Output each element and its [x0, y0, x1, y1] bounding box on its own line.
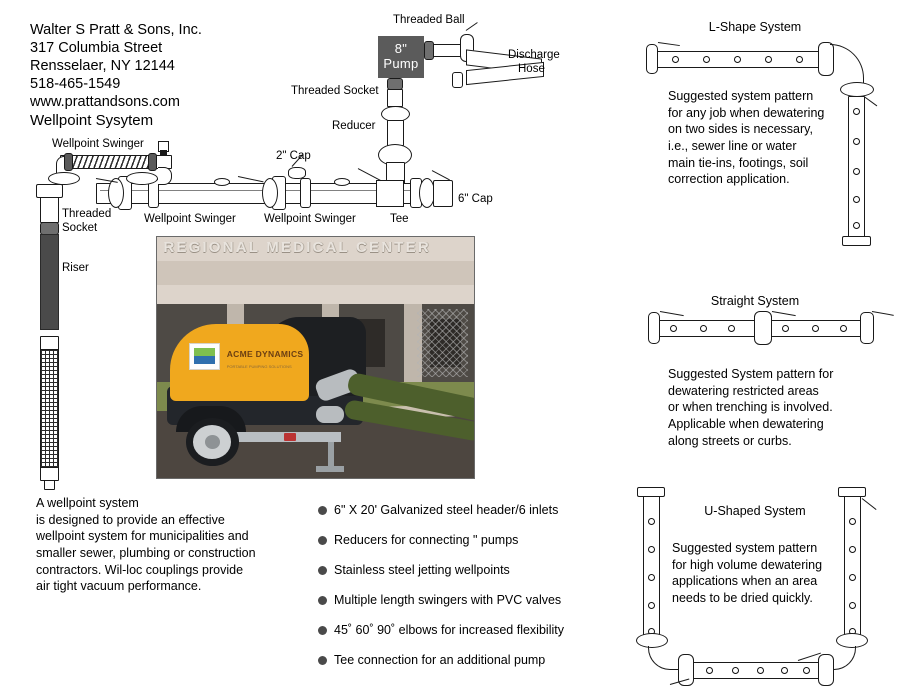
l-shape-inlet-h3 — [734, 56, 741, 63]
l-shape-inlet-h2 — [703, 56, 710, 63]
straight-inlet-3 — [728, 325, 735, 332]
straight-desc-line-0: Suggested System pattern for — [668, 367, 834, 381]
photo-jack-foot — [316, 466, 345, 472]
straight-leader-1 — [660, 311, 684, 316]
feature-list — [318, 503, 618, 683]
header-inlet-bump-1 — [214, 178, 230, 186]
pump-riser-pipe — [387, 89, 403, 107]
swinger-drop-coupling-right — [126, 172, 158, 185]
label-tee: Tee — [390, 213, 409, 225]
u-shape-inlet-b4 — [781, 667, 788, 674]
l-shape-title: L-Shape System — [708, 20, 802, 34]
l-shape-end-cap-bottom — [842, 236, 871, 246]
bullet-dot-icon — [318, 596, 327, 605]
l-shape-horizontal-header — [652, 51, 832, 68]
list-item — [318, 533, 618, 547]
straight-inlet-6 — [840, 325, 847, 332]
l-shape-desc-line-5: correction application. — [668, 172, 790, 187]
l-shape-inlet-v5 — [853, 222, 860, 229]
label-riser: Riser — [62, 262, 89, 274]
l-shape-inlet-v3 — [853, 168, 860, 175]
l-shape-desc-line-3: i.e., sewer line or water — [668, 138, 797, 153]
page-title: Wellpoint Sysytem — [30, 112, 154, 129]
u-shape-desc-line-1: for high volume dewatering — [672, 557, 823, 572]
label-wellpoint-swinger-mid: Wellpoint Swinger — [144, 213, 236, 225]
description-paragraph — [36, 495, 306, 595]
swinger-elbow-right — [158, 167, 172, 185]
site-photo — [156, 236, 475, 479]
photo-building-sign: REGIONAL MEDICAL CENTER — [163, 239, 431, 257]
straight-leader-3 — [872, 311, 894, 316]
photo-brand-subtext: PORTABLE PUMPING SOLUTIONS — [226, 363, 292, 369]
six-inch-cap — [433, 180, 453, 207]
ball-valve-leader — [466, 22, 478, 31]
u-shape-description — [672, 540, 822, 607]
straight-desc-line-1: dewatering restricted areas — [668, 383, 819, 398]
label-wellpoint-swinger-right: Wellpoint Swinger — [264, 213, 356, 225]
l-shape-elbow — [830, 44, 864, 86]
photo-building-band — [157, 261, 474, 285]
photo-brand-logo — [189, 343, 221, 370]
u-shape-inlet-r2 — [849, 546, 856, 553]
l-shape-inlet-h5 — [796, 56, 803, 63]
threaded-ball-coupling — [424, 41, 434, 60]
l-shape-elbow-coupling — [840, 82, 874, 97]
tee-fitting — [376, 180, 404, 207]
wellpoint-tip — [44, 480, 55, 490]
description-line-1: is designed to provide an effective — [36, 512, 225, 527]
straight-end-cap-right — [860, 312, 874, 344]
l-shape-inlet-v4 — [853, 196, 860, 203]
photo-fence — [417, 309, 468, 376]
u-shape-vertical-right — [844, 496, 861, 636]
straight-desc-line-4: along streets or curbs. — [668, 433, 792, 448]
bullet-dot-icon — [318, 566, 327, 575]
straight-mid-coupling — [754, 311, 772, 345]
label-threaded-ball: Threaded Ball — [393, 14, 465, 26]
riser-body — [40, 234, 59, 330]
u-shape-inlet-l4 — [648, 602, 655, 609]
riser-top-flange — [36, 184, 63, 198]
feature-text: Tee connection for an additional pump — [334, 653, 546, 667]
riser-upper-pipe — [40, 197, 59, 223]
l-shape-inlet-v1 — [853, 108, 860, 115]
label-threaded-socket-line2: Socket — [62, 222, 98, 234]
bullet-dot-icon — [318, 536, 327, 545]
u-shape-inlet-r4 — [849, 602, 856, 609]
reducer-stem — [387, 120, 404, 146]
header-coupling-4 — [300, 178, 311, 208]
l-shape-vertical-header — [848, 96, 865, 238]
label-threaded-socket-top: Threaded Socket — [291, 85, 379, 97]
l-shape-leader-vertical — [864, 96, 878, 106]
u-shape-inlet-b2 — [732, 667, 739, 674]
l-shape-desc-line-0: Suggested system pattern — [668, 89, 814, 103]
bullet-dot-icon — [318, 506, 327, 515]
description-line-0: A wellpoint system — [36, 496, 139, 510]
company-address-block — [30, 22, 202, 112]
company-phone: 518-465-1549 — [30, 75, 121, 92]
company-city-state-zip: Rensselaer, NY 12144 — [30, 57, 175, 74]
l-shape-leader-left — [658, 42, 680, 46]
u-shape-inlet-l1 — [648, 518, 655, 525]
u-shape-inlet-r1 — [849, 518, 856, 525]
straight-desc-line-2: or when trenching is involved. — [668, 400, 833, 415]
description-line-3: smaller sewer, plumbing or construction — [36, 545, 256, 560]
feature-text: 45˚ 60˚ 90˚ elbows for increased flexibility — [334, 623, 564, 637]
u-shape-inlet-b1 — [706, 667, 713, 674]
straight-inlet-2 — [700, 325, 707, 332]
label-discharge-hose-line2: Hose — [518, 63, 545, 75]
six-cap-leader — [432, 170, 450, 180]
l-shape-desc-line-1: for any job when dewatering — [668, 105, 825, 120]
two-inch-cap — [288, 167, 306, 179]
list-item — [318, 593, 618, 607]
label-reducer: Reducer — [332, 120, 376, 132]
swinger-right-leader — [238, 176, 264, 182]
l-shape-inlet-v2 — [853, 138, 860, 145]
straight-inlet-4 — [782, 325, 789, 332]
feature-text: Stainless steel jetting wellpoints — [334, 563, 510, 577]
u-shape-inlet-b3 — [757, 667, 764, 674]
label-2in-cap: 2" Cap — [276, 150, 311, 162]
straight-title: Straight System — [710, 294, 800, 308]
label-threaded-socket-line1: Threaded — [62, 208, 112, 220]
u-shape-title: U-Shaped System — [704, 504, 806, 518]
company-street: 317 Columbia Street — [30, 39, 163, 56]
bullet-dot-icon — [318, 656, 327, 665]
straight-inlet-1 — [670, 325, 677, 332]
l-shape-desc-line-2: on two sides is necessary, — [668, 122, 813, 137]
description-line-5: air tight vacuum performance. — [36, 579, 202, 594]
photo-pump-port — [316, 406, 345, 423]
u-shape-desc-line-0: Suggested system pattern — [672, 541, 818, 555]
swinger-hose-clamp-left — [64, 153, 73, 171]
pump-block — [378, 36, 424, 78]
feature-text: Multiple length swingers with PVC valves — [334, 593, 562, 607]
l-shape-inlet-h1 — [672, 56, 679, 63]
swinger-valve-stem — [160, 150, 167, 156]
list-item — [318, 563, 618, 577]
list-item — [318, 623, 618, 637]
u-shape-inlet-l3 — [648, 574, 655, 581]
description-line-2: wellpoint system for municipalities and — [36, 529, 249, 544]
label-wellpoint-swinger-top: Wellpoint Swinger — [52, 138, 144, 150]
bullet-dot-icon — [318, 626, 327, 635]
pump-word-label: Pump — [383, 56, 419, 71]
photo-taillight — [284, 433, 297, 440]
header-inlet-bump-2 — [334, 178, 350, 186]
company-website: www.prattandsons.com — [30, 93, 180, 110]
straight-end-cap-left — [648, 312, 660, 344]
list-item — [318, 503, 618, 517]
header-coupling-ear-3 — [262, 178, 278, 208]
straight-desc-line-3: Applicable when dewatering — [668, 416, 824, 431]
u-shape-desc-line-2: applications when an area — [672, 574, 818, 589]
u-shape-inlet-r3 — [849, 574, 856, 581]
straight-description — [668, 366, 833, 449]
u-shape-desc-line-3: needs to be dried quickly. — [672, 590, 813, 605]
company-name: Walter S Pratt & Sons, Inc. — [30, 22, 202, 38]
wellpoint-screen-bottom-collar — [40, 467, 59, 481]
tee-leader — [358, 168, 381, 181]
straight-inlet-5 — [812, 325, 819, 332]
u-shape-inlet-l2 — [648, 546, 655, 553]
u-shape-vertical-left — [643, 496, 660, 636]
u-shape-bottom-coupling-right — [818, 654, 834, 686]
label-6in-cap: 6" Cap — [458, 193, 493, 205]
wellpoint-screen — [40, 349, 59, 468]
l-shape-desc-line-4: main tie-ins, footings, soil — [668, 155, 809, 170]
l-shape-end-cap-left — [646, 44, 658, 74]
pump-size-label: 8" — [394, 41, 408, 57]
u-shape-inlet-b5 — [803, 667, 810, 674]
l-shape-inlet-h4 — [765, 56, 772, 63]
feature-text: 6" X 20' Galvanized steel header/6 inlets — [334, 503, 559, 517]
list-item — [318, 653, 618, 667]
description-line-4: contractors. Wil-loc couplings provide — [36, 562, 244, 577]
l-shape-description — [668, 88, 824, 188]
photo-brand-text: ACME DYNAMICS — [226, 349, 304, 360]
feature-text: Reducers for connecting " pumps — [334, 533, 519, 547]
wellpoint-screen-top-collar — [40, 336, 59, 350]
u-shape-elbow-left — [648, 646, 680, 670]
swinger-flex-hose — [70, 155, 150, 169]
straight-leader-2 — [772, 311, 796, 316]
label-discharge-hose-line1: Discharge — [508, 49, 560, 61]
discharge-hose-coupling — [452, 72, 463, 88]
